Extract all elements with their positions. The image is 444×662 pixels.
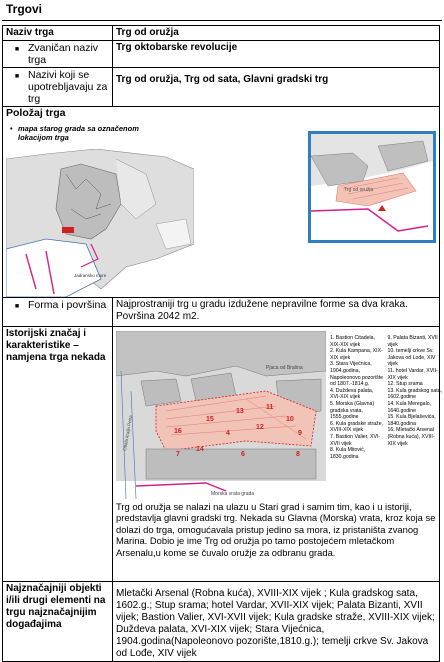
square-inset-map bbox=[308, 131, 436, 243]
label-nazivi: Nazivi koji se upotrebljavaju za trg bbox=[28, 69, 108, 105]
legend-item: 10. temelji crkve Sv. Jakova od Lođe, XIV vijek bbox=[387, 348, 436, 368]
legend-item: 2. Kula Kampana, XIX-XIX vijek bbox=[330, 348, 383, 361]
istorijski-cell bbox=[113, 327, 443, 582]
row-nazivi bbox=[3, 68, 440, 107]
label-naziv: Naziv trga bbox=[3, 26, 113, 41]
plan-riva-label: Obala kralja Petra bbox=[122, 414, 134, 452]
plan-gate-label: Morska vrata grada bbox=[211, 491, 255, 497]
row-zvanican bbox=[3, 41, 440, 68]
legend-item: 12. Stup srama bbox=[387, 381, 423, 388]
label-znacajni: Najznačajniji objekti i/ili drugi elementi na trgu najznačajnijim događajima bbox=[3, 582, 113, 662]
value-naziv: Trg od oružja bbox=[113, 26, 440, 41]
legend-item: 7. Bastion Valier, XVI-XVII vijek bbox=[330, 433, 381, 447]
legend-item: 4. Duždeva palata, XVI-XIX vijek bbox=[330, 387, 374, 401]
value-znacajni: Mletački Arsenal (Robna kuća), XVIII-XIX vijek ; Kula gradskog sata, 1602.g.; Stup srama; hotel Vardar, XVII-XIX vijek; Palata Bizanti, XVII vijek; Bastion Valier, XVI-XVII vijek; Kula gradske straže, XVIII-XIX vijek; Duždeva palata, XVI-XIX vijek; Stara Vijećnica, 1904.godina(Napoleonovo pozorište,1810.g.); temelji crkve Sv. Jakova od Lođe, XIV vijek bbox=[113, 582, 440, 662]
svg-text:8: 8 bbox=[296, 451, 300, 458]
legend-item: 6. Kula gradske straže, XVIII-XIX vijek bbox=[330, 420, 384, 434]
plan-legend bbox=[330, 335, 442, 460]
square-marker bbox=[62, 227, 74, 233]
polozaj-cell bbox=[3, 107, 440, 298]
map-caption: • mapa starog grada sa označenom lokacijom trga bbox=[10, 124, 139, 142]
label-zvanican-cell bbox=[3, 41, 113, 68]
svg-text:16: 16 bbox=[174, 428, 182, 435]
svg-text:9: 9 bbox=[298, 430, 302, 437]
legend-item: 14. Kula Meregalo, 1640.godine bbox=[387, 400, 432, 414]
svg-text:12: 12 bbox=[256, 424, 264, 431]
svg-text:11: 11 bbox=[266, 404, 274, 411]
bullet-icon: ■ bbox=[14, 303, 20, 310]
legend-item: 16. Mletački Arsenal (Robna kuća), XVIII-XIX vijek bbox=[387, 427, 435, 447]
svg-text:15: 15 bbox=[206, 416, 214, 423]
label-istorijski: Istorijski značaj i karakteristike – namjena trga nekada bbox=[3, 327, 113, 582]
inset-square-label: Trg od oružja bbox=[344, 187, 374, 193]
bullet-icon: ■ bbox=[14, 73, 20, 80]
label-forma-cell bbox=[3, 298, 113, 327]
label-polozaj: Položaj trga bbox=[6, 107, 66, 119]
plan-square-label: Pjaca od Brašna bbox=[266, 365, 303, 371]
historic-plan bbox=[116, 329, 443, 499]
value-forma: Najprostraniji trg u gradu izdužene nepravilne forme sa dva kraka. Površina 2042 m2. bbox=[113, 298, 440, 327]
label-zvanican: Zvaničan naziv trga bbox=[28, 42, 99, 66]
legend-item: 3. Stara Vijećnica, 1904.godina, Napoleonovo pozorište od 1807.-1814.g. bbox=[330, 361, 384, 388]
legend-item: 1. Bastion Citadela, XIX-XIX vijek bbox=[330, 335, 375, 348]
svg-text:14: 14 bbox=[196, 446, 204, 453]
value-zvanican: Trg oktobarske revolucije bbox=[113, 41, 440, 68]
square-info-table bbox=[2, 25, 443, 662]
row-polozaj bbox=[3, 107, 440, 298]
legend-item: 15. Kula Bjelaševića, 1840.godina bbox=[387, 414, 436, 427]
label-nazivi-cell bbox=[3, 68, 113, 107]
bullet-icon: ■ bbox=[14, 46, 20, 53]
svg-text:10: 10 bbox=[286, 416, 294, 423]
svg-text:13: 13 bbox=[236, 408, 244, 415]
legend-item: 13. Kula gradskog sata, 1602.godine bbox=[387, 387, 443, 401]
sea-label: Jadransko more bbox=[74, 273, 107, 278]
legend-item: 8. Kula Mitović, 1830.godina bbox=[330, 447, 366, 460]
section-heading: Trgovi bbox=[6, 2, 43, 16]
value-nazivi: Trg od oružja, Trg od sata, Glavni gradski trg bbox=[113, 68, 440, 107]
legend-item: 5. Morska (Glavna) gradska vrata, 1555.godine bbox=[330, 400, 375, 421]
heading-divider bbox=[2, 20, 442, 21]
historic-text: Trg od oružja se nalazi na ulazu u Stari grad i samim tim, kao i u istoriji, predstavlja glavni gradski trg. Nekada su Glavna (Morska) vrata, kroz koja se dolazi do trga, omogućavala pristup jedino sa mora, iz pristaništa zvanog Marina. Dobio je ime Trg od oružja po tamo postojećem mletačkom Arsenalu,u kome se čuvalo oružje za odbranu grada. bbox=[116, 501, 436, 558]
label-forma: Forma i površina bbox=[28, 299, 107, 311]
square-plan-map bbox=[116, 331, 326, 499]
legend-item: 11. hotel Vardar, XVII-XIX vijek bbox=[387, 367, 438, 381]
svg-text:7: 7 bbox=[176, 451, 180, 458]
location-maps bbox=[6, 119, 436, 297]
row-istorijski bbox=[3, 327, 440, 582]
row-forma bbox=[3, 298, 440, 327]
row-znacajni bbox=[3, 582, 440, 662]
svg-text:6: 6 bbox=[241, 451, 245, 458]
row-naziv bbox=[3, 26, 440, 41]
old-town-map bbox=[6, 149, 194, 297]
legend-item: 9. Palata Bizanti, XVII vijek bbox=[387, 335, 438, 348]
caption-bullet-icon: • bbox=[10, 124, 13, 133]
svg-text:4: 4 bbox=[226, 430, 230, 437]
